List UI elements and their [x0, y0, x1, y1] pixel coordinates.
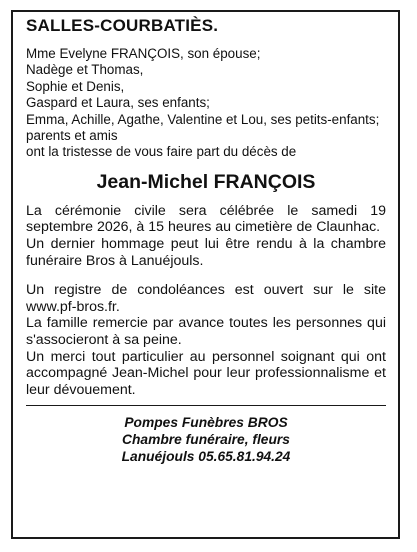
ceremony-paragraph: La cérémonie civile sera célébrée le samedi 19 septembre 2026, à 15 heures au cimetière de Claunhac.	[26, 202, 386, 236]
family-line: Mme Evelyne FRANÇOIS, son épouse;	[26, 46, 261, 61]
notice-town-heading: SALLES-COURBATIÈS.	[26, 16, 219, 35]
funeral-home-name: Pompes Funèbres BROS	[124, 415, 288, 431]
funeral-home-footer	[26, 414, 386, 465]
family-announcement	[26, 46, 386, 161]
obituary-notice	[11, 10, 400, 539]
closing-paragraph: Un merci tout particulier au personnel soignant qui ont accompagné Jean-Michel pour leur professionnalisme et leur dévouement.	[26, 348, 386, 398]
closing-paragraph: Un registre de condoléances est ouvert sur le site www.pf-bros.fr.	[26, 282, 386, 315]
funeral-home-services: Chambre funéraire, fleurs	[122, 432, 290, 448]
paragraph-spacer	[26, 269, 386, 282]
ceremony-details	[26, 203, 386, 269]
family-line: Nadège et Thomas,	[26, 62, 144, 78]
deceased-name: Jean-Michel FRANÇOIS	[96, 170, 316, 193]
family-line: Emma, Achille, Agathe, Valentine et Lou, ses petits-enfants;	[26, 111, 380, 127]
funeral-home-contact: Lanuéjouls 05.65.81.94.24	[121, 449, 291, 465]
closing-details	[26, 282, 386, 398]
closing-paragraph: La famille remercie par avance toutes les personnes qui s'associeront à sa peine.	[26, 315, 386, 348]
family-line: Sophie et Denis,	[26, 78, 125, 94]
ceremony-paragraph: Un dernier hommage peut lui être rendu à la chambre funéraire Bros à Lanuéjouls.	[26, 236, 386, 269]
section-divider	[26, 405, 386, 406]
family-line: parents et amis	[26, 128, 118, 144]
family-line: Gaspard et Laura, ses enfants;	[26, 95, 210, 111]
family-line: ont la tristesse de vous faire part du décès de	[26, 144, 297, 160]
